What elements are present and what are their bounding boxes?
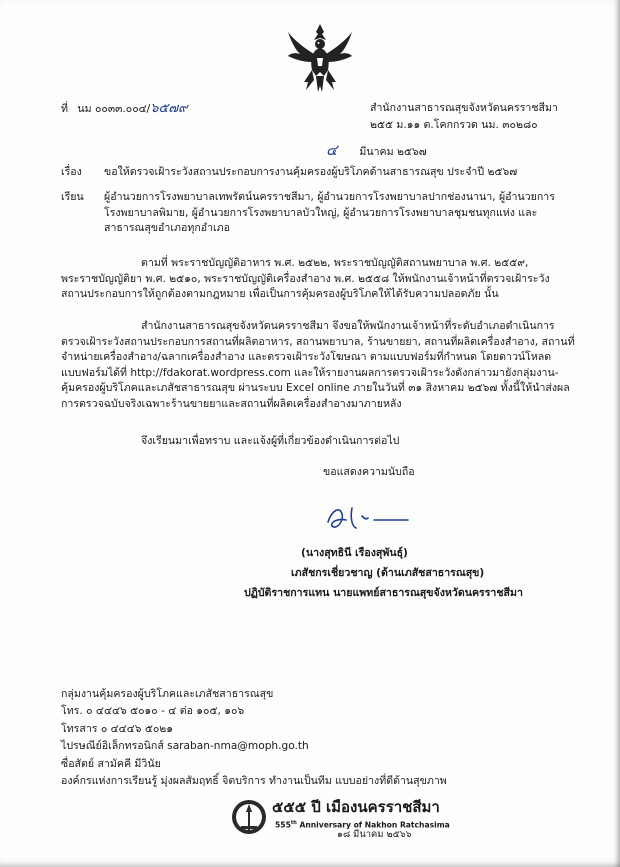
paragraph-line: สำนักงานสาธารณสุขจังหวัดนครราชสีมา จึงขอให้พนักงานเจ้าหน้าที่ระดับอำเภอดำเนินการ [141, 320, 555, 332]
paragraph-line: แบบฟอร์มได้ที่ http://fdakorat.wordpress.com และให้รายงานผลการตรวจเฝ้าระวังดังกล่าวมายังกลุ่มงาน- [61, 366, 559, 379]
to-line: สาธารณสุขอำเภอทุกอำเภอ [104, 222, 231, 235]
contact-phone: โทร. ๐ ๔๔๔๖ ๕๐๑๐ - ๔ ต่อ ๑๐๕, ๑๐๖ [61, 705, 245, 718]
paragraph-line: ตามที่ พระราชบัญญัติอาหาร พ.ศ. ๒๕๒๒, พระราชบัญญัติสถานพยาบาล พ.ศ. ๒๕๕๙, [141, 257, 529, 269]
to-line: โรงพยาบาลพิมาย, ผู้อำนวยการโรงพยาบาลบัวใหญ่, ผู้อำนวยการโรงพยาบาลชุมชนทุกแห่ง และ [104, 206, 538, 219]
anniversary-english-number: 555 [275, 820, 291, 830]
date-day-handwritten: ๔ [326, 141, 338, 159]
contact-email: ไปรษณีย์อิเล็กทรอนิกส์ saraban-nma@moph.go.th [61, 740, 309, 753]
paragraph-1 [61, 256, 550, 303]
signer-name: (นางสุทธินี เรืองสุพันธุ์) [301, 547, 408, 559]
contact-mission: องค์กรแห่งการเรียนรู้ มุ่งผลสัมฤทธิ์ จิตบริการ ทำงานเป็นทีม แบบอย่างที่ดีด้านสุขภาพ [61, 775, 447, 788]
ref-number: นม ๐๐๓๓.๐๐๔/ [77, 103, 151, 115]
paragraph-line: จำหน่ายเครื่องสำอาง/ฉลากเครื่องสำอาง และตรวจเฝ้าระวังโฆษณา ตามแบบฟอร์มที่กำหนด โดยดาวน์โหลด [61, 351, 552, 364]
org-address: ๒๕๕ ม.๑๑ ต.โคกกรวด นม. ๓๐๒๘๐ [370, 119, 538, 131]
paragraph-line: การตรวจฉบับจริงเฉพาะร้านขายยาและสถานที่ผลิตเครื่องสำอางมาภายหลัง [61, 397, 402, 410]
contact-department: กลุ่มงานคุ้มครองผู้บริโภคและเภสัชสาธารณสุข [61, 688, 274, 700]
contact-fax: โทรสาร ๐ ๔๔๔๖ ๕๐๒๑ [61, 722, 174, 735]
anniversary-english-text: Anniversary of Nakhon Ratchasima [296, 820, 450, 830]
date-month-year: มีนาคม ๒๕๖๗ [359, 146, 427, 158]
garuda-emblem-icon [286, 20, 354, 98]
paragraph-line: คุ้มครองผู้บริโภคและเภสัชสาธารณสุข ผ่านระบบ Excel online ภายในวันที่ ๓๑ สิงหาคม ๒๕๖๗ ทั้งนี้ให้นำส่งผล [61, 382, 570, 395]
paragraph-3: จึงเรียนมาเพื่อทราบ และแจ้งผู้ที่เกี่ยวข้องดำเนินการต่อไป [141, 435, 400, 447]
signature-icon [322, 500, 412, 536]
anniversary-english-suffix: th [290, 820, 297, 826]
ref-label: ที่ [61, 103, 68, 115]
anniversary-logo-icon [230, 796, 268, 838]
subject-text: ขอให้ตรวจเฝ้าระวังสถานประกอบการงานคุ้มครองผู้บริโภคด้านสาธารณสุข ประจำปี ๒๕๖๗ [104, 166, 518, 178]
ref-line [61, 101, 188, 117]
subject-label: เรื่อง [61, 166, 82, 178]
ref-handwritten: ๖๕๗๙ [150, 101, 188, 116]
anniversary-title: ๕๕๕ ปี เมืองนครราชสีมา [272, 798, 440, 816]
to-label: เรียน [61, 191, 84, 203]
paragraph-line: ตรวจเฝ้าระวังสถานประกอบการสถานที่ผลิตอาหาร, สถานพยาบาล, ร้านขายยา, สถานที่ผลิตเครื่องสำอาง, สถานที่ [61, 335, 575, 348]
to-line: ผู้อำนวยการโรงพยาบาลเทพรัตน์นครราชสีมา, ผู้อำนวยการโรงพยาบาลปากช่องนานา, ผู้อำนวยการ [104, 191, 555, 203]
to-recipients [104, 190, 555, 237]
signer-position: เภสัชกรเชี่ยวชาญ (ด้านเภสัชสาธารณสุข) [291, 567, 485, 579]
org-name: สำนักงานสาธารณสุขจังหวัดนครราชสีมา [370, 102, 558, 114]
paragraph-line: พระราชบัญญัติยา พ.ศ. ๒๕๑๐, พระราชบัญญัติเครื่องสำอาง พ.ศ. ๒๕๕๘ ให้พนักงานเจ้าหน้าที่ตรวจเฝ้าระวัง [61, 272, 550, 285]
paragraph-2 [61, 319, 575, 413]
paragraph-line: สถานประกอบการให้ถูกต้องตามกฎหมาย เพื่อเป็นการคุ้มครองผู้บริโภคให้ได้รับความปลอดภัย นั้น [61, 288, 499, 301]
signer-acting: ปฏิบัติราชการแทน นายแพทย์สาธารณสุขจังหวัดนครราชสีมา [244, 587, 523, 599]
contact-values: ซื่อสัตย์ สามัคคี มีวินัย [61, 757, 161, 770]
anniversary-date: ๑๘ มีนาคม ๒๕๖๖ [337, 829, 412, 840]
letter-date [326, 143, 427, 160]
contact-block [61, 686, 447, 790]
closing: ขอแสดงความนับถือ [323, 466, 415, 478]
